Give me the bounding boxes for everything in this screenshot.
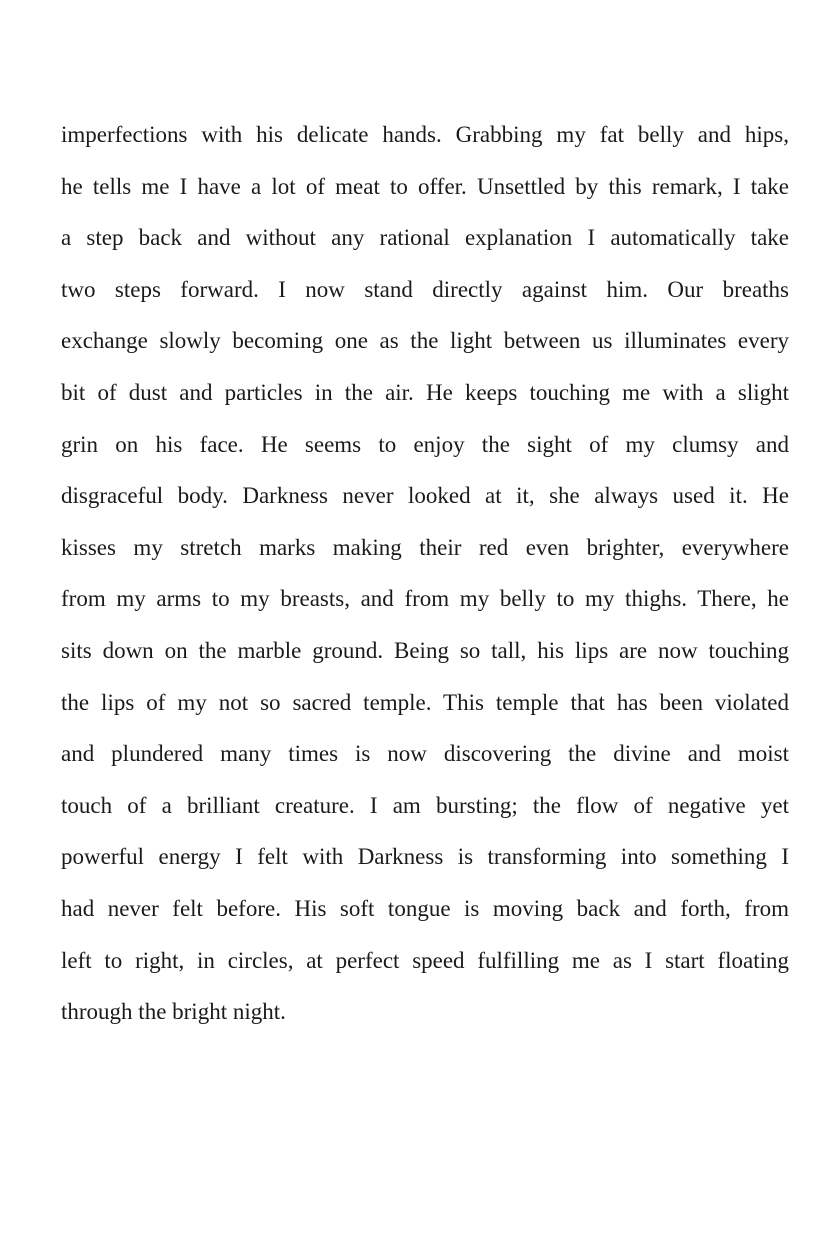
text-line: grin on his face. He seems to enjoy the sight of my clumsy and: [61, 431, 789, 457]
text-line: a step back and without any rational explanation I automatically take: [61, 225, 789, 251]
text-line: two steps forward. I now stand directly against him. Our breaths: [61, 276, 789, 302]
text-line: he tells me I have a lot of meat to offer. Unsettled by this remark, I take: [61, 173, 789, 199]
body-paragraph: [61, 112, 789, 1041]
text-line: imperfections with his delicate hands. Grabbing my fat belly and hips,: [61, 122, 789, 147]
text-line: the lips of my not so sacred temple. This temple that has been violated: [61, 689, 789, 715]
text-line: disgraceful body. Darkness never looked at it, she always used it. He: [61, 483, 789, 509]
text-line: through the bright night.: [61, 999, 286, 1025]
text-line: bit of dust and particles in the air. He keeps touching me with a slight: [61, 379, 789, 405]
text-line: kisses my stretch marks making their red even brighter, everywhere: [61, 534, 789, 560]
text-line: left to right, in circles, at perfect speed fulfilling me as I start floating: [61, 947, 789, 973]
text-line: and plundered many times is now discovering the divine and moist: [61, 741, 789, 767]
text-line: touch of a brilliant creature. I am bursting; the flow of negative yet: [61, 792, 789, 818]
text-line: sits down on the marble ground. Being so tall, his lips are now touching: [61, 637, 789, 663]
text-line: had never felt before. His soft tongue is moving back and forth, from: [61, 895, 789, 921]
text-line: powerful energy I felt with Darkness is transforming into something I: [61, 844, 789, 870]
text-line: from my arms to my breasts, and from my belly to my thighs. There, he: [61, 586, 789, 612]
text-line: exchange slowly becoming one as the light between us illuminates every: [61, 328, 789, 354]
